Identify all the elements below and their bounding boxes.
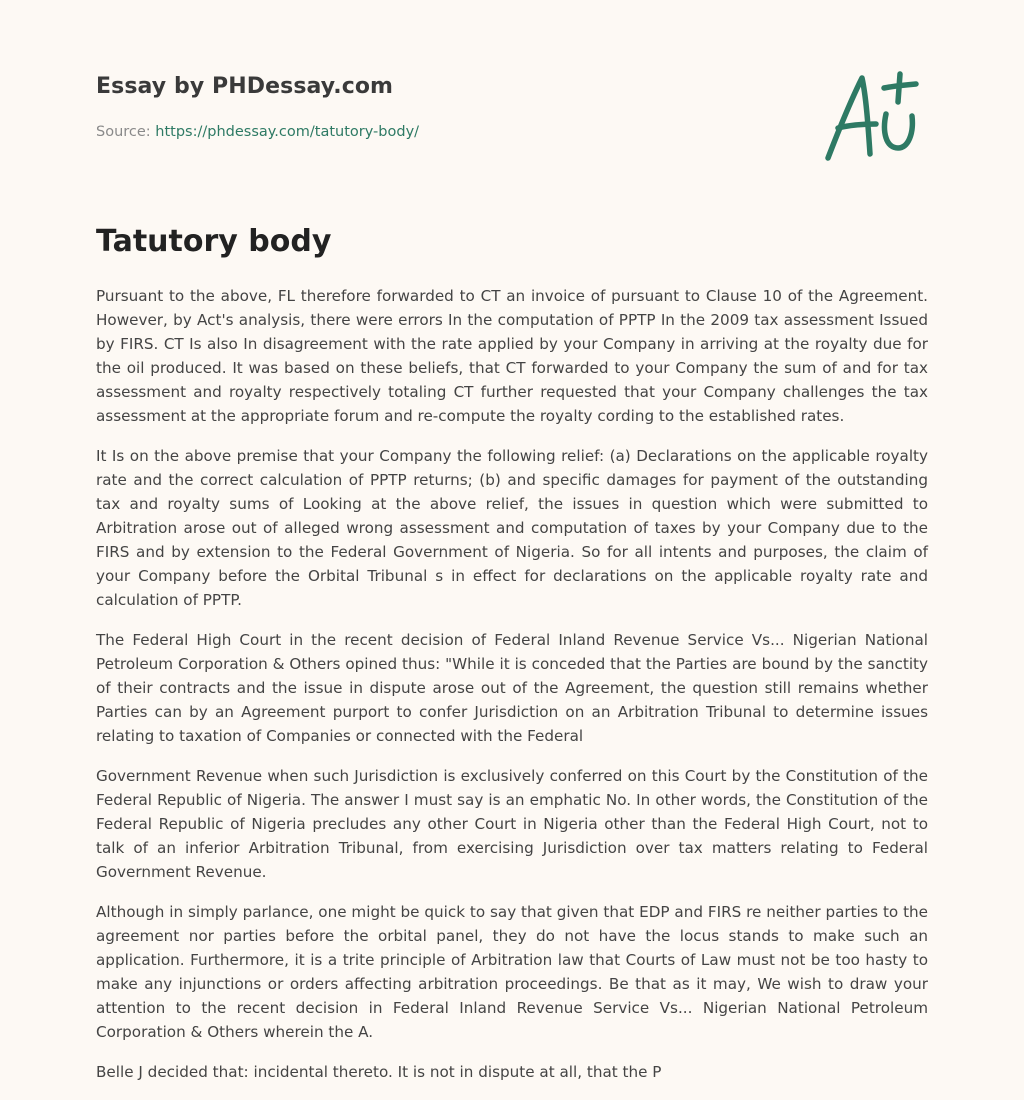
body-paragraph: It Is on the above premise that your Company the following relief: (a) Declarations on the applicable royalty rate and the correct calculation of PPTP returns; (b) and specific damages for payment of the outstanding tax and royalty sums of Looking at the above relief, the issues in question which were submitted to Arbitration arose out of alleged wrong assessment and computation of taxes by your Company due to the FIRS and by extension to the Federal Government of Nigeria. So for all intents and purposes, the claim of your Company before the Orbital Tribunal s in effect for declarations on the applicable royalty rate and calculation of PPTP. xyxy=(96,447,928,609)
source-label: Source: xyxy=(96,124,156,140)
page-header xyxy=(96,0,928,170)
article-body xyxy=(96,284,928,1100)
site-brand: Essay by PHDessay.com xyxy=(96,74,394,99)
essay-page xyxy=(96,0,928,1081)
body-paragraph: Government Revenue when such Jurisdiction is exclusively conferred on this Court by the Constitution of the Federal Republic of Nigeria. The answer I must say is an emphatic No. In other words, the Constitution of the Federal Republic of Nigeria precludes any other Court in Nigeria other than the Federal High Court, not to talk of an inferior Arbitration Tribunal, from exercising Jurisdiction over tax matters relating to Federal Government Revenue. xyxy=(96,767,928,881)
article-title: Tatutory body xyxy=(96,224,332,259)
a-plus-logo-icon xyxy=(824,68,928,164)
source-line xyxy=(96,124,419,140)
body-paragraph: The Federal High Court in the recent decision of Federal Inland Revenue Service Vs... Nigerian National Petroleum Corporation & Others opined thus: "While it is conceded that the Parties are bound by the sanctity of their contracts and the issue in dispute arose out of the Agreement, the question still remains whether Parties can by an Agreement purport to confer Jurisdiction on an Arbitration Tribunal to determine issues relating to taxation of Companies or connected with the Federal xyxy=(96,631,928,745)
body-paragraph: Although in simply parlance, one might be quick to say that given that EDP and FIRS re neither parties to the agreement nor parties before the orbital panel, they do not have the locus stands to make such an application. Furthermore, it is a trite principle of Arbitration law that Courts of Law must not be too hasty to make any injunctions or orders affecting arbitration proceedings. Be that as it may, We wish to draw your attention to the recent decision in Federal Inland Revenue Service Vs... Nigerian National Petroleum Corporation & Others wherein the A. xyxy=(96,903,928,1041)
source-link[interactable]: https://phdessay.com/tatutory-body/ xyxy=(155,124,420,140)
body-paragraph: Pursuant to the above, FL therefore forwarded to CT an invoice of pursuant to Clause 10 of the Agreement. However, by Act's analysis, there were errors In the computation of PPTP In the 2009 tax assessment Issued by FIRS. CT Is also In disagreement with the rate applied by your Company in arriving at the royalty due for the oil produced. It was based on these beliefs, that CT forwarded to your Company the sum of and for tax assessment and royalty respectively totaling CT further requested that your Company challenges the tax assessment at the appropriate forum and re-compute the royalty cording to the established rates. xyxy=(96,287,928,425)
body-paragraph: Belle J decided that: incidental thereto. It is not in dispute at all, that the P xyxy=(96,1063,662,1081)
